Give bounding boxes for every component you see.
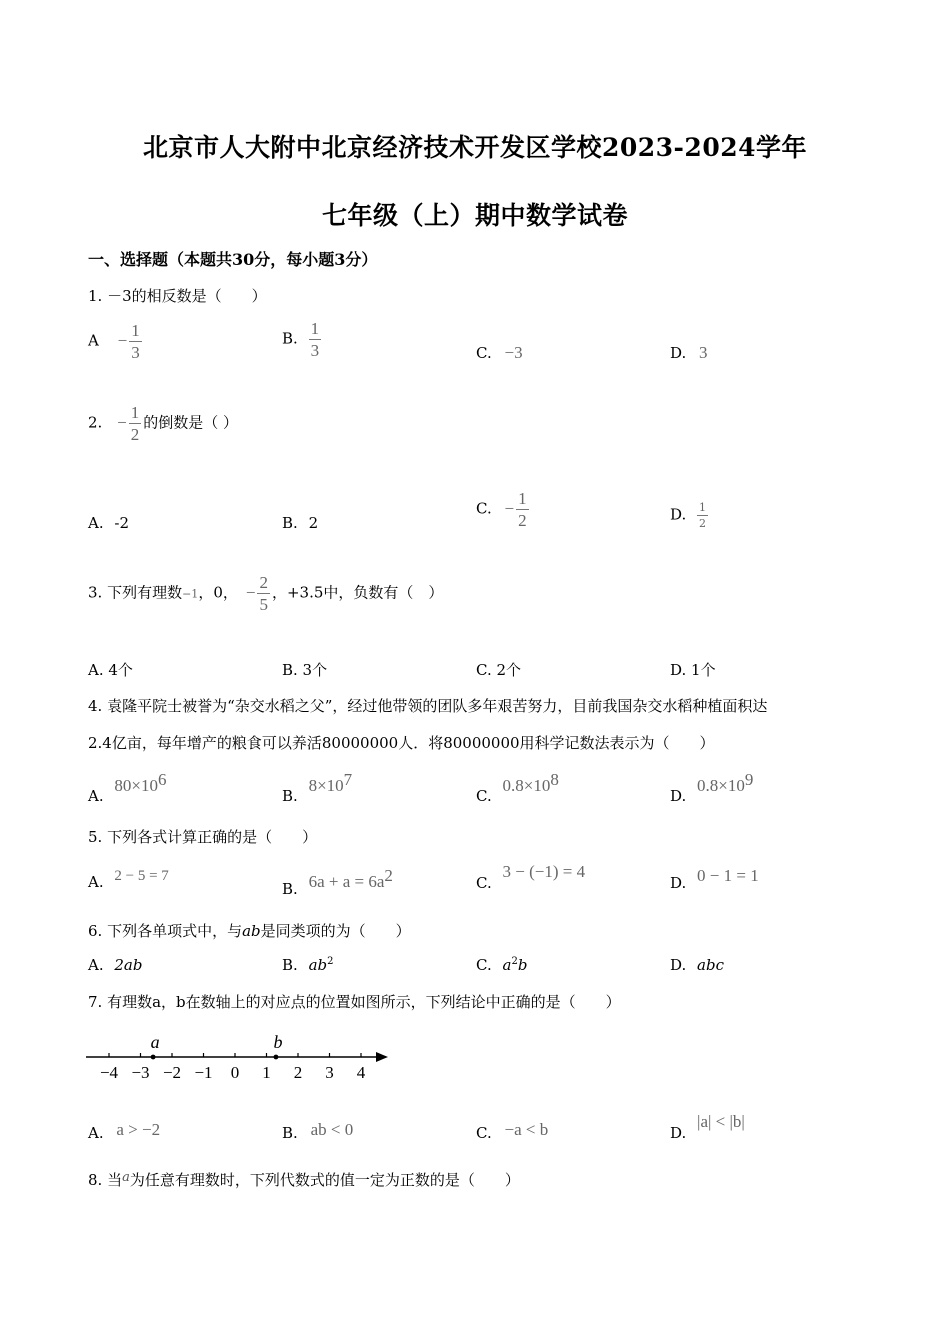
point-a-label: a [150,1033,160,1052]
option-value: abc [697,956,724,974]
option-label: A. [88,873,104,891]
option-label: A. [88,956,104,974]
option-exponent: 7 [343,770,353,789]
option-exponent: 9 [744,770,754,789]
question-5-option-a [88,866,169,891]
math-value: −1 [182,587,199,601]
question-text: 8. 当 [88,1171,123,1189]
fraction [309,320,322,359]
option-value: 0.8×10 [697,776,745,795]
point-b-dot [274,1055,279,1060]
math-sign: − [245,582,256,602]
option-value: -2 [114,514,130,532]
option-value: 3 [699,343,708,362]
question-5-option-b [282,866,393,898]
question-text: ，+3.5中，负数有（ ） [271,583,444,602]
option-value: 0.8×10 [502,776,551,795]
option-label: A. [88,787,104,805]
question-text: 是同类项的为（ ） [260,922,411,940]
question-7-stem: 7. 有理数a，b在数轴上的对应点的位置如图所示，下列结论中正确的是（ ） [88,993,621,1011]
fraction-numerator: 1 [310,319,320,338]
question-5-option-d [670,866,759,892]
question-4-option-a [88,770,167,805]
option-value: 0 − 1 = 1 [697,866,759,885]
option-label: C. [476,1124,492,1142]
fraction-denominator: 5 [259,595,268,614]
math-sign: − [117,412,127,432]
number-line-figure [86,1033,396,1083]
option-label: B. [282,329,298,348]
question-2-option-b [282,514,318,532]
question-6-option-d [670,956,724,974]
question-text: 3. 下列有理数 [88,583,183,602]
number-line-tick-label: −3 [131,1063,150,1082]
option-label: C. [476,344,492,362]
question-5-stem: 5. 下列各式计算正确的是（ ） [88,828,318,846]
option-label: D. [670,1124,687,1142]
question-4-option-b [282,770,353,805]
question-6-option-c [476,956,527,974]
question-number: 2. [88,413,103,432]
number-line-arrow [376,1052,388,1062]
fraction [697,502,708,529]
option-label: D. [670,344,687,362]
question-3-option-b: B. 3个 [282,661,328,679]
option-value: 80×10 [114,776,158,795]
fraction [129,404,142,443]
question-6-stem [88,920,411,941]
question-3-option-c: C. 2个 [476,661,522,679]
option-value: −3 [504,343,523,362]
fraction [129,322,142,361]
math-variable: a [122,1170,130,1185]
question-text: 为任意有理数时，下列代数式的值一定为正数的是（ ） [129,1171,520,1189]
question-5-option-c [476,862,586,892]
option-label: C. [476,499,492,518]
option-exponent: 8 [550,770,559,789]
question-3-option-d: D. 1个 [670,661,716,679]
exam-title-line1: 北京市人大附中北京经济技术开发区学校2023-2024学年 [142,133,808,162]
fraction-denominator: 3 [131,343,140,362]
option-value: a [502,956,512,974]
option-label: B. [282,956,298,974]
math-variable: ab [242,922,261,940]
question-1-option-b [282,320,323,359]
option-value: 2 − 5 = 7 [114,868,169,884]
fraction-numerator: 2 [259,573,268,592]
option-label: B. [282,880,298,898]
number-line-tick-label: −4 [99,1063,119,1082]
fraction-numerator: 1 [699,501,707,514]
fraction-denominator: 2 [518,511,527,530]
option-exponent: 2 [384,866,393,885]
question-2-stem [88,404,238,443]
option-value: 3 − (−1) = 4 [502,862,586,881]
option-exponent: 2 [327,956,334,967]
question-1-option-c [476,343,523,363]
question-3-option-a: A. 4个 [88,661,133,679]
fraction-denominator: 2 [699,517,707,530]
number-line-tick-label: −2 [162,1063,182,1082]
number-line-tick-label: −1 [194,1063,213,1082]
fraction-numerator: 1 [130,403,140,422]
question-4-option-c [476,770,559,805]
number-line-tick-label: 1 [262,1063,271,1082]
question-4-stem-line2: 2.4亿亩，每年增产的粮食可以养活80000000人．将80000000用科学记数法表示为（ ） [88,734,715,752]
exam-title-line2: 七年级（上）期中数学试卷 [321,201,628,230]
question-8-stem [88,1169,520,1190]
number-line-tick-label: 2 [293,1063,303,1082]
question-text: ，0， [198,583,238,602]
math-sign: − [504,498,515,518]
option-label: B. [282,787,298,805]
option-label: D. [670,505,687,524]
fraction-numerator: 1 [518,489,527,508]
fraction-denominator: 3 [310,341,320,360]
question-7-option-d [670,1112,745,1142]
option-value: 8×10 [308,776,344,795]
question-4-stem-line1: 4. 袁隆平院士被誉为“杂交水稻之父”，经过他带领的团队多年艰苦努力，目前我国杂交水稻种植面积达 [88,697,768,715]
question-2-option-d [670,502,710,529]
question-2-option-c [476,490,531,529]
option-value: |a| < |b| [697,1112,745,1131]
option-label: C. [476,787,492,805]
option-exponent: 6 [157,770,167,789]
point-b-label: b [273,1033,283,1052]
option-value: b [517,956,528,974]
option-exponent: 2 [511,956,518,967]
question-4-option-d [670,770,754,805]
question-6-option-a [88,956,142,974]
option-label: C. [476,874,492,892]
question-1-stem: 1. －3的相反数是（ ） [88,287,267,305]
section-heading-choice: 一、选择题（本题共30分，每小题3分） [88,250,378,269]
fraction [516,490,529,529]
option-label: D. [670,956,687,974]
question-1-option-a [88,322,144,361]
question-7-option-c [476,1120,548,1140]
question-text: 6. 下列各单项式中，与 [88,922,243,940]
option-label: A [88,331,99,350]
question-2-option-a [88,514,129,532]
point-a-dot [151,1055,156,1060]
question-text: 的倒数是（ ） [143,413,238,432]
option-value: −a < b [504,1120,549,1139]
option-value: 6a + a = 6a [308,872,385,891]
number-line-tick-label: 3 [325,1063,334,1082]
number-line-tick-label: 0 [230,1063,240,1082]
fraction-numerator: 1 [131,321,140,340]
number-line-tick-label: 4 [356,1063,366,1082]
option-label: D. [670,787,687,805]
question-3-stem [88,574,443,613]
option-value: a > −2 [116,1120,161,1139]
fraction [257,574,270,613]
option-value: 2ab [114,956,143,974]
option-label: B. [282,514,298,532]
option-value: 2 [308,514,319,532]
question-6-option-b [282,956,334,974]
option-label: B. [282,1124,298,1142]
question-7-option-b [282,1120,353,1140]
option-value: ab [308,956,328,974]
question-7-option-a [88,1120,160,1140]
option-label: C. [476,956,492,974]
question-1-option-d [670,343,708,363]
option-label: A. [88,514,104,532]
math-sign: − [117,330,128,350]
option-label: D. [670,874,687,892]
option-value: ab < 0 [310,1120,354,1139]
option-label: A. [88,1124,104,1142]
fraction-denominator: 2 [130,425,140,444]
